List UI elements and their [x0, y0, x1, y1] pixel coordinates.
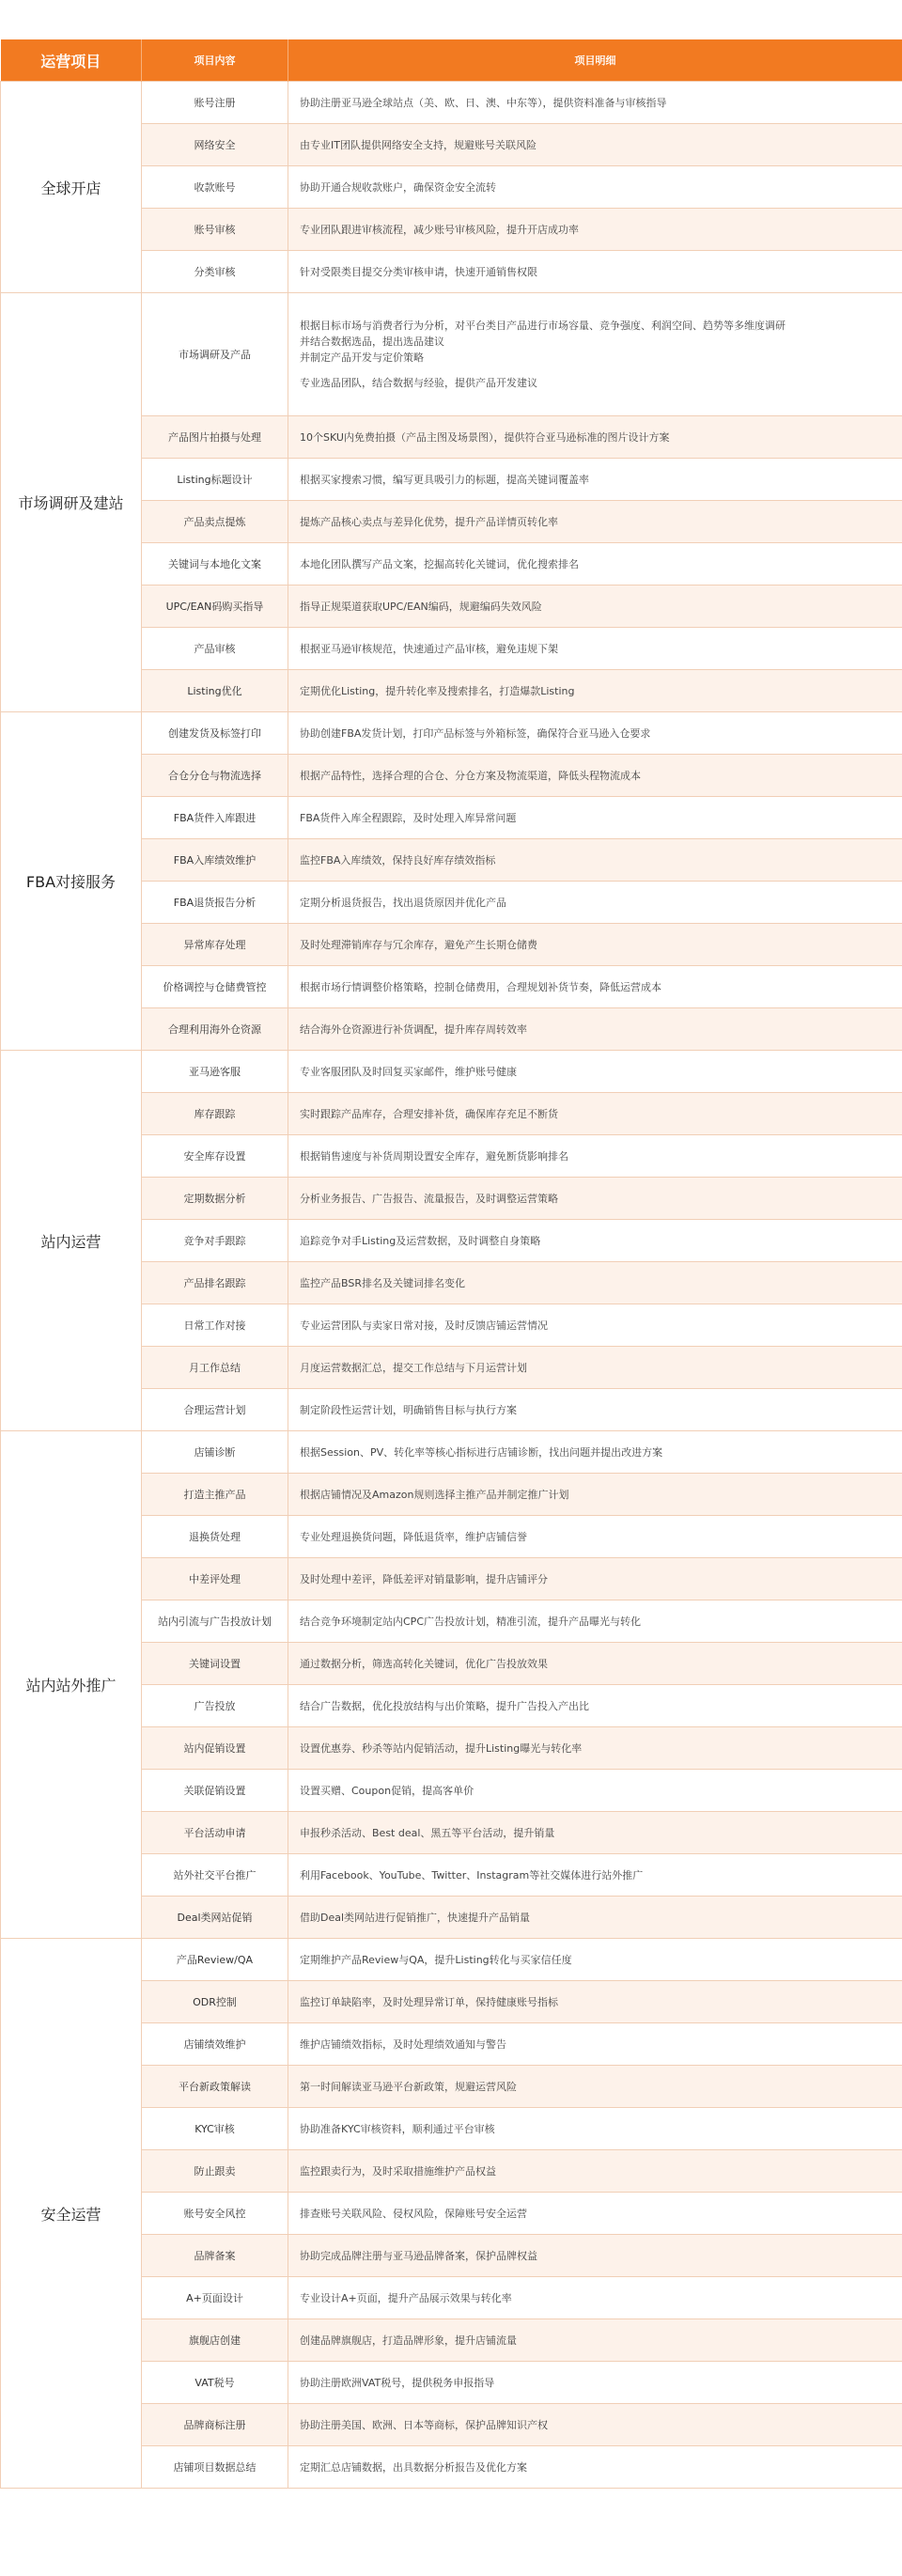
item-cell: 合仓分仓与物流选择 — [142, 755, 288, 797]
detail-cell — [288, 839, 902, 882]
item-cell: 日常工作对接 — [142, 1304, 288, 1347]
operations-table — [0, 39, 902, 2489]
detail-text: 及时处理中差评，降低差评对销量影响，提升店铺评分 — [300, 1572, 548, 1585]
detail-cell — [288, 1262, 902, 1304]
item-cell: FBA货件入库跟进 — [142, 797, 288, 839]
item-cell: 亚马逊客服 — [142, 1051, 288, 1093]
detail-text: 针对受限类目提交分类审核申请，快速开通销售权限 — [300, 265, 537, 278]
item-cell: 广告投放 — [142, 1685, 288, 1727]
detail-cell — [288, 1051, 902, 1093]
item-cell: 店铺诊断 — [142, 1431, 288, 1474]
detail-cell — [288, 293, 902, 416]
detail-text: 分析业务报告、广告报告、流量报告，及时调整运营策略 — [300, 1192, 558, 1205]
detail-text: 制定阶段性运营计划，明确销售目标与执行方案 — [300, 1403, 517, 1416]
detail-text: 维护店铺绩效指标，及时处理绩效通知与警告 — [300, 2037, 506, 2051]
item-cell: 创建发货及标签打印 — [142, 712, 288, 755]
item-cell: FBA入库绩效维护 — [142, 839, 288, 882]
detail-cell — [288, 2404, 902, 2446]
detail-text: 创建品牌旗舰店，打造品牌形象，提升店铺流量 — [300, 2334, 517, 2347]
detail-cell — [288, 251, 902, 293]
detail-cell — [288, 416, 902, 459]
detail-text: 监控订单缺陷率，及时处理异常订单，保持健康账号指标 — [300, 1995, 558, 2008]
detail-cell — [288, 2193, 902, 2235]
detail-text: 监控产品BSR排名及关键词排名变化 — [300, 1276, 465, 1289]
item-cell: 退换货处理 — [142, 1516, 288, 1558]
detail-text: 并制定产品开发与定价策略 — [300, 351, 424, 364]
detail-text: 根据Session、PV、转化率等核心指标进行店铺诊断，找出问题并提出改进方案 — [300, 1445, 663, 1459]
header-project: 运营项目 — [1, 39, 142, 82]
detail-text: 并结合数据选品，提出选品建议 — [300, 336, 444, 348]
detail-cell — [288, 209, 902, 251]
item-cell: ODR控制 — [142, 1981, 288, 2023]
table-row — [1, 712, 902, 755]
item-cell: 竞争对手跟踪 — [142, 1220, 288, 1262]
item-cell: 库存跟踪 — [142, 1093, 288, 1135]
detail-text: 指导正规渠道获取UPC/EAN编码，规避编码失效风险 — [300, 600, 542, 613]
detail-text: 定期维护产品Review与QA，提升Listing转化与买家信任度 — [300, 1953, 572, 1966]
item-cell: 网络安全 — [142, 124, 288, 166]
item-cell: 安全库存设置 — [142, 1135, 288, 1178]
detail-text: 根据产品特性，选择合理的合仓、分仓方案及物流渠道，降低头程物流成本 — [300, 769, 641, 782]
detail-cell — [288, 2023, 902, 2066]
detail-cell — [288, 2235, 902, 2277]
detail-cell — [288, 712, 902, 755]
detail-text: 月度运营数据汇总，提交工作总结与下月运营计划 — [300, 1361, 527, 1374]
item-cell: 账号注册 — [142, 82, 288, 124]
detail-cell — [288, 501, 902, 543]
detail-text: 专业设计A+页面，提升产品展示效果与转化率 — [300, 2291, 512, 2304]
detail-text: 第一时间解读亚马逊平台新政策，规避运营风险 — [300, 2080, 517, 2093]
category-cell: 全球开店 — [1, 82, 142, 293]
item-cell: 旗舰店创建 — [142, 2319, 288, 2362]
detail-cell — [288, 124, 902, 166]
detail-cell — [288, 1431, 902, 1474]
item-cell: 站内促销设置 — [142, 1727, 288, 1770]
table-row — [1, 1051, 902, 1093]
detail-cell — [288, 1093, 902, 1135]
item-cell: 分类审核 — [142, 251, 288, 293]
detail-cell — [288, 1220, 902, 1262]
table-row — [1, 1431, 902, 1474]
item-cell: 产品卖点提炼 — [142, 501, 288, 543]
detail-cell — [288, 1347, 902, 1389]
item-cell: 异常库存处理 — [142, 924, 288, 966]
category-cell: 市场调研及建站 — [1, 293, 142, 712]
item-cell: 产品图片拍摄与处理 — [142, 416, 288, 459]
item-cell: 账号安全风控 — [142, 2193, 288, 2235]
detail-cell — [288, 166, 902, 209]
detail-text: 实时跟踪产品库存，合理安排补货，确保库存充足不断货 — [300, 1107, 558, 1120]
detail-cell — [288, 797, 902, 839]
item-cell: 关键词与本地化文案 — [142, 543, 288, 585]
detail-cell — [288, 2150, 902, 2193]
item-cell: 品牌备案 — [142, 2235, 288, 2277]
detail-cell — [288, 1558, 902, 1600]
detail-cell — [288, 1600, 902, 1643]
category-cell: FBA对接服务 — [1, 712, 142, 1051]
item-cell: 店铺绩效维护 — [142, 2023, 288, 2066]
detail-text: 结合竞争环境制定站内CPC广告投放计划，精准引流，提升产品曝光与转化 — [300, 1615, 641, 1628]
detail-text: 设置买赠、Coupon促销，提高客单价 — [300, 1784, 474, 1797]
detail-text: 及时处理滞销库存与冗余库存，避免产生长期仓储费 — [300, 938, 537, 951]
detail-cell — [288, 1516, 902, 1558]
item-cell: 品牌商标注册 — [142, 2404, 288, 2446]
item-cell: 产品审核 — [142, 628, 288, 670]
item-cell: Listing标题设计 — [142, 459, 288, 501]
detail-cell — [288, 2277, 902, 2319]
detail-cell — [288, 1135, 902, 1178]
detail-text: 协助准备KYC审核资料，顺利通过平台审核 — [300, 2122, 495, 2135]
item-cell: VAT税号 — [142, 2362, 288, 2404]
detail-text: 专业运营团队与卖家日常对接，及时反馈店铺运营情况 — [300, 1319, 548, 1332]
detail-text: 根据目标市场与消费者行为分析，对平台类目产品进行市场容量、竞争强度、利润空间、趋势等多维度调研 — [300, 320, 785, 332]
item-cell: UPC/EAN码购买指导 — [142, 585, 288, 628]
item-cell: 中差评处理 — [142, 1558, 288, 1600]
header-content: 项目内容 — [142, 39, 288, 82]
category-cell: 站内站外推广 — [1, 1431, 142, 1939]
item-cell: 店铺项目数据总结 — [142, 2446, 288, 2489]
detail-text: 追踪竞争对手Listing及运营数据，及时调整自身策略 — [300, 1234, 541, 1247]
detail-cell — [288, 628, 902, 670]
detail-text: 申报秒杀活动、Best deal、黑五等平台活动，提升销量 — [300, 1826, 555, 1839]
item-cell: Deal类网站促销 — [142, 1897, 288, 1939]
detail-cell — [288, 966, 902, 1008]
detail-text: 定期分析退货报告，找出退货原因并优化产品 — [300, 896, 506, 909]
detail-text: 定期汇总店铺数据，出具数据分析报告及优化方案 — [300, 2460, 527, 2474]
detail-text: 专业客服团队及时回复买家邮件，维护账号健康 — [300, 1065, 517, 1078]
table-header-row — [1, 39, 902, 82]
item-cell: 月工作总结 — [142, 1347, 288, 1389]
detail-cell — [288, 924, 902, 966]
detail-text: 监控跟卖行为，及时采取措施维护产品权益 — [300, 2164, 496, 2178]
table-row — [1, 1939, 902, 1981]
detail-text: 定期优化Listing，提升转化率及搜索排名，打造爆款Listing — [300, 684, 575, 697]
item-cell: 产品排名跟踪 — [142, 1262, 288, 1304]
detail-cell — [288, 1178, 902, 1220]
table-row — [1, 82, 902, 124]
category-cell: 安全运营 — [1, 1939, 142, 2489]
detail-text: 根据买家搜索习惯，编写更具吸引力的标题，提高关键词覆盖率 — [300, 473, 589, 486]
item-cell: 站内引流与广告投放计划 — [142, 1600, 288, 1643]
item-cell: 平台新政策解读 — [142, 2066, 288, 2108]
table-row — [1, 293, 902, 416]
item-cell: KYC审核 — [142, 2108, 288, 2150]
item-cell: FBA退货报告分析 — [142, 882, 288, 924]
item-cell: 关键词设置 — [142, 1643, 288, 1685]
detail-text: FBA货件入库全程跟踪，及时处理入库异常问题 — [300, 811, 517, 824]
detail-cell — [288, 1389, 902, 1431]
item-cell: 定期数据分析 — [142, 1178, 288, 1220]
item-cell: 账号审核 — [142, 209, 288, 251]
detail-cell — [288, 1304, 902, 1347]
detail-text: 协助注册亚马逊全球站点（美、欧、日、澳、中东等），提供资料准备与审核指导 — [300, 96, 667, 109]
item-cell: 市场调研及产品 — [142, 293, 288, 416]
detail-text: 协助完成品牌注册与亚马逊品牌备案，保护品牌权益 — [300, 2249, 537, 2262]
item-cell: 收款账号 — [142, 166, 288, 209]
detail-cell — [288, 1854, 902, 1897]
item-cell: A+页面设计 — [142, 2277, 288, 2319]
detail-text: 借助Deal类网站进行促销推广，快速提升产品销量 — [300, 1911, 531, 1924]
item-cell: 合理运营计划 — [142, 1389, 288, 1431]
detail-cell — [288, 1770, 902, 1812]
item-cell: Listing优化 — [142, 670, 288, 712]
detail-text: 通过数据分析，筛选高转化关键词，优化广告投放效果 — [300, 1657, 548, 1670]
detail-text: 协助注册欧洲VAT税号，提供税务申报指导 — [300, 2376, 495, 2389]
detail-cell — [288, 755, 902, 797]
detail-cell — [288, 2108, 902, 2150]
detail-text: 排查账号关联风险、侵权风险，保障账号安全运营 — [300, 2207, 527, 2220]
detail-text: 10个SKU内免费拍摄（产品主图及场景图），提供符合亚马逊标准的图片设计方案 — [300, 430, 670, 444]
detail-text: 协助创建FBA发货计划，打印产品标签与外箱标签，确保符合亚马逊入仓要求 — [300, 726, 651, 740]
detail-text: 利用Facebook、YouTube、Twitter、Instagram等社交媒体进行站外推广 — [300, 1868, 644, 1881]
detail-cell — [288, 882, 902, 924]
detail-text: 根据市场行情调整价格策略，控制仓储费用，合理规划补货节奏，降低运营成本 — [300, 980, 661, 993]
item-cell: 平台活动申请 — [142, 1812, 288, 1854]
detail-cell — [288, 670, 902, 712]
detail-text: 由专业IT团队提供网络安全支持，规避账号关联风险 — [300, 138, 537, 151]
detail-text: 专业处理退换货问题，降低退货率，维护店铺信誉 — [300, 1530, 527, 1543]
detail-text: 根据店铺情况及Amazon规则选择主推产品并制定推广计划 — [300, 1488, 569, 1501]
detail-text: 结合广告数据，优化投放结构与出价策略，提升广告投入产出比 — [300, 1699, 589, 1712]
detail-cell — [288, 1474, 902, 1516]
detail-cell — [288, 1939, 902, 1981]
detail-cell — [288, 543, 902, 585]
detail-text: 提炼产品核心卖点与差异化优势，提升产品详情页转化率 — [300, 515, 558, 528]
detail-cell — [288, 2446, 902, 2489]
detail-cell — [288, 2066, 902, 2108]
detail-cell — [288, 585, 902, 628]
detail-text: 根据亚马逊审核规范，快速通过产品审核，避免违规下架 — [300, 642, 558, 655]
item-cell: 防止跟卖 — [142, 2150, 288, 2193]
detail-cell — [288, 459, 902, 501]
item-cell: 打造主推产品 — [142, 1474, 288, 1516]
detail-cell — [288, 1897, 902, 1939]
item-cell: 价格调控与仓储费管控 — [142, 966, 288, 1008]
detail-text: 本地化团队撰写产品文案，挖掘高转化关键词，优化搜索排名 — [300, 557, 579, 570]
item-cell: 站外社交平台推广 — [142, 1854, 288, 1897]
detail-text: 协助注册美国、欧洲、日本等商标，保护品牌知识产权 — [300, 2418, 548, 2431]
item-cell: 产品Review/QA — [142, 1939, 288, 1981]
detail-text: 结合海外仓资源进行补货调配，提升库存周转效率 — [300, 1023, 527, 1036]
detail-cell — [288, 1727, 902, 1770]
detail-cell — [288, 1812, 902, 1854]
detail-cell — [288, 1685, 902, 1727]
detail-text: 设置优惠券、秒杀等站内促销活动，提升Listing曝光与转化率 — [300, 1741, 583, 1755]
table-body — [1, 82, 902, 2489]
detail-cell — [288, 1981, 902, 2023]
detail-text: 协助开通合规收款账户，确保资金安全流转 — [300, 180, 496, 194]
detail-cell — [288, 2362, 902, 2404]
detail-text: 专业团队跟进审核流程，减少账号审核风险，提升开店成功率 — [300, 223, 579, 236]
detail-cell — [288, 1643, 902, 1685]
header-detail: 项目明细 — [288, 39, 902, 82]
detail-cell — [288, 1008, 902, 1051]
category-cell: 站内运营 — [1, 1051, 142, 1431]
detail-text: 监控FBA入库绩效，保持良好库存绩效指标 — [300, 853, 496, 866]
detail-cell — [288, 82, 902, 124]
detail-text: 专业选品团队，结合数据与经验，提供产品开发建议 — [300, 377, 537, 389]
item-cell: 合理利用海外仓资源 — [142, 1008, 288, 1051]
detail-text: 根据销售速度与补货周期设置安全库存，避免断货影响排名 — [300, 1149, 568, 1163]
item-cell: 关联促销设置 — [142, 1770, 288, 1812]
detail-cell — [288, 2319, 902, 2362]
